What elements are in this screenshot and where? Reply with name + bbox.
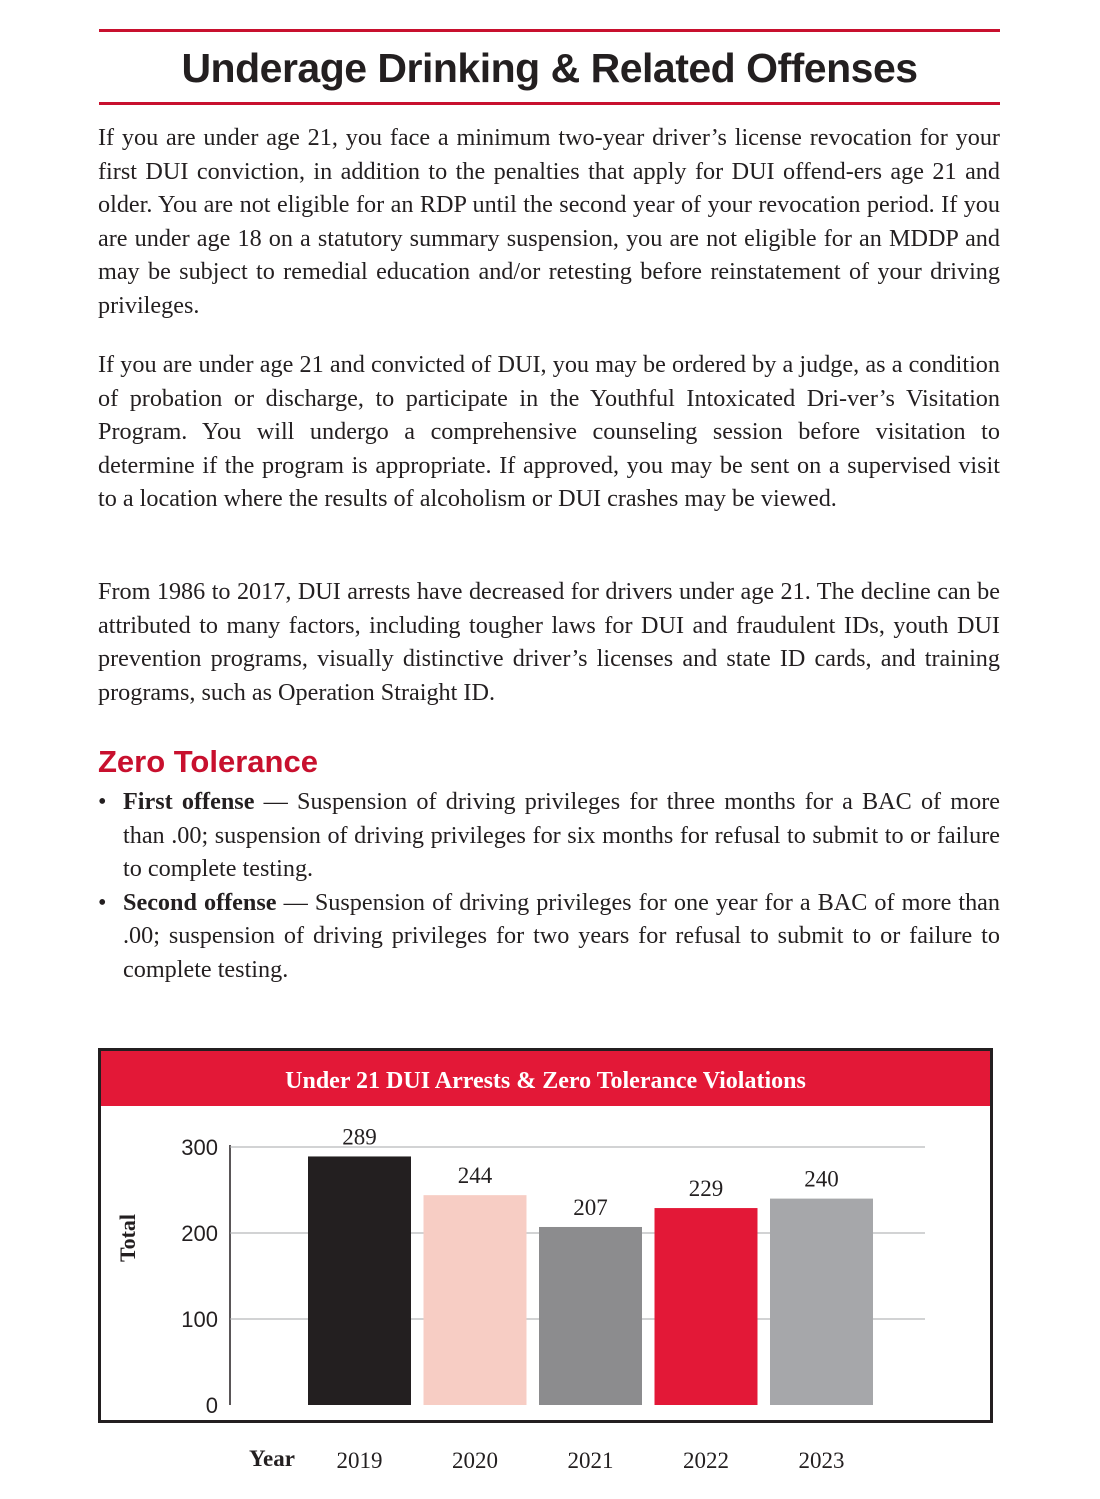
second-offense-dash: — [276,888,315,916]
bar-2019 [308,1156,411,1405]
y-axis-label: Total [115,1213,140,1263]
x-tick-label-2021: 2021 [567,1448,614,1473]
bullet-icon: • [98,888,107,916]
y-tick-label: 300 [181,1135,218,1160]
data-label-2021: 207 [573,1194,608,1220]
x-tick-label-2019: 2019 [336,1448,383,1473]
second-offense-text: Suspension of driving privileges for one year for a BAC of more than .00; suspension of driving privileges for two years for refusal to submit to or failure to complete testing. [123,888,1000,983]
paragraph-under-21-revocation: If you are under age 21, you face a minimum two-year driver’s license revocation for your first DUI conviction, in addition to the penalties that apply for DUI offend-ers age 21 and older. You are not eligible for an RDP until the second year of your revocation period. If you are under age 18 on a statutory summary suspension, you are not eligible for an MDDP and may be subject to remedial education and/or retesting before reinstatement of your driving privileges. [98,124,1000,319]
bar-2023 [770,1199,873,1405]
first-offense-dash: — [254,788,298,815]
x-tick-label-2023: 2023 [798,1448,845,1473]
first-offense-term: First offense [123,788,255,815]
bar-2020 [424,1195,527,1405]
bullet-icon: • [98,788,107,815]
bar-2022 [655,1208,758,1405]
data-label-2023: 240 [804,1166,839,1192]
page-title: Underage Drinking & Related Offenses [181,45,918,91]
x-axis-label: Year [249,1446,295,1471]
y-tick-label: 100 [181,1307,218,1332]
zero-tolerance-heading: Zero Tolerance [98,744,318,779]
data-label-2019: 289 [342,1124,377,1150]
first-offense-text: Suspension of driving privileges for three months for a BAC of more than .00; suspension of driving privileges for six months for refusal to submit to or failure to complete testing. [123,788,1001,882]
bar-2021 [539,1227,642,1405]
y-tick-label: 0 [205,1393,218,1418]
paragraph-arrest-decline: From 1986 to 2017, DUI arrests have decreased for drivers under age 21. The decline can be attributed to many factors, including tougher laws for DUI and fraudulent IDs, youth DUI prevention programs, visually distinctive driver’s licenses and state ID cards, and training programs, such as Operation Straight ID. [98,578,1000,706]
chart-title: Under 21 DUI Arrests & Zero Tolerance Violations [101,1051,990,1106]
data-label-2020: 244 [457,1163,493,1189]
paragraph-visitation-program: If you are under age 21 and convicted of DUI, you may be ordered by a judge, as a condition of probation or discharge, to participate in the Youthful Intoxicated Dri-ver’s Visitation Program. You will undergo a comprehensive counseling session before visitation to determine if the program is appropriate. If approved, you may be sent on a supervised visit to a location where the results of alcoholism or DUI crashes may be viewed. [98,351,1000,512]
data-label-2022: 229 [688,1176,724,1202]
x-tick-label-2020: 2020 [452,1448,498,1473]
second-offense-term: Second offense [123,888,277,916]
y-tick-label: 200 [181,1221,218,1246]
x-tick-label-2022: 2022 [683,1448,729,1473]
